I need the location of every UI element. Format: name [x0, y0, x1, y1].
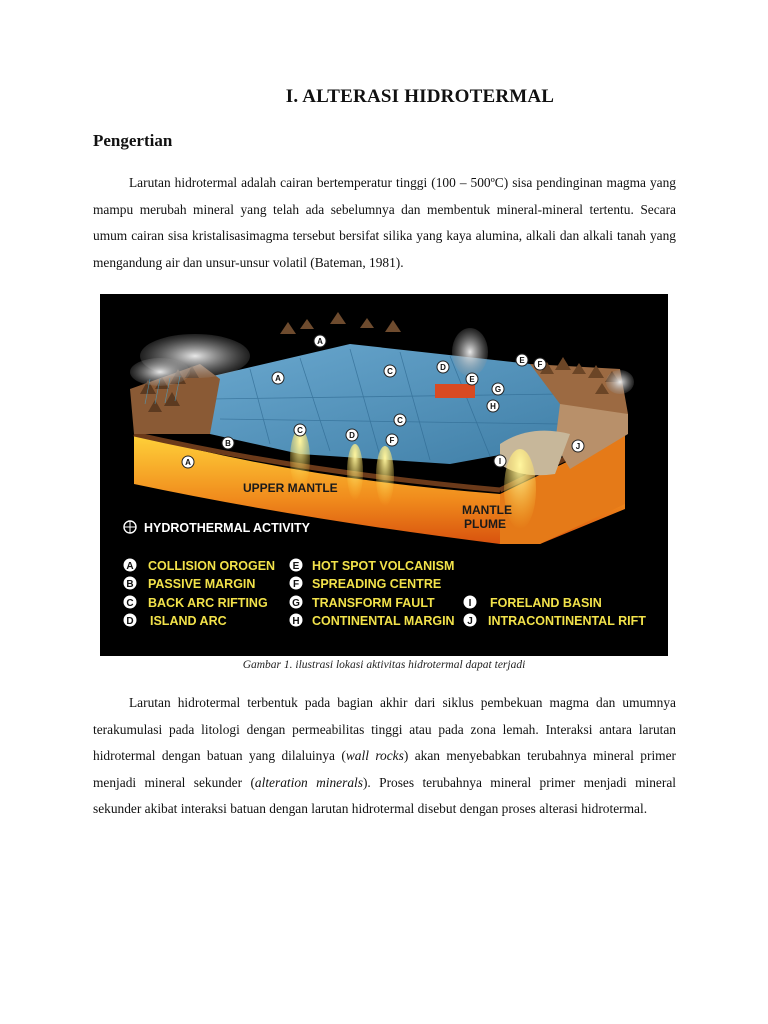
map-badge [346, 429, 358, 441]
svg-text:CONTINENTAL MARGIN: CONTINENTAL MARGIN [312, 614, 455, 628]
svg-text:I: I [498, 457, 502, 466]
svg-text:A: A [185, 458, 191, 467]
svg-text:C: C [397, 416, 403, 425]
svg-text:I: I [468, 598, 472, 609]
svg-text:F: F [537, 360, 543, 369]
legend-item [290, 614, 455, 629]
map-badge [494, 455, 506, 467]
map-badge [314, 335, 326, 347]
map-badge [384, 365, 396, 377]
svg-text:G: G [494, 385, 502, 394]
map-badge [466, 373, 478, 385]
svg-text:C: C [387, 367, 393, 376]
map-badge [394, 414, 406, 426]
svg-text:J: J [467, 616, 473, 627]
svg-text:ISLAND ARC: ISLAND ARC [150, 614, 227, 628]
svg-text:A: A [126, 561, 134, 572]
svg-text:FORELAND BASIN: FORELAND BASIN [490, 596, 602, 610]
svg-text:D: D [440, 363, 446, 372]
svg-text:C: C [297, 426, 303, 435]
volcanic-plume-center [452, 328, 488, 376]
map-badge [572, 440, 584, 452]
svg-text:B: B [126, 579, 134, 590]
map-badge [437, 361, 449, 373]
svg-text:H: H [292, 616, 300, 627]
legend-column-2 [290, 559, 455, 629]
legend-item [290, 577, 442, 592]
figure-caption: Gambar 1. ilustrasi lokasi aktivitas hidrotermal dapat terjadi [242, 659, 526, 671]
svg-text:F: F [292, 579, 300, 590]
map-badge [386, 434, 398, 446]
svg-text:E: E [469, 375, 475, 384]
map-badge [516, 354, 528, 366]
volcanic-plume-right [606, 370, 634, 394]
section-title: Pengertian [93, 131, 173, 150]
svg-text:COLLISION OROGEN: COLLISION OROGEN [148, 559, 276, 573]
hydrothermal-legend-title [124, 521, 311, 535]
map-badge [294, 424, 306, 436]
map-badge [547, 360, 553, 369]
legend-item [464, 596, 602, 611]
svg-text:SPREADING CENTRE: SPREADING CENTRE [312, 577, 442, 591]
svg-text:PASSIVE MARGIN: PASSIVE MARGIN [148, 577, 256, 591]
map-badge [182, 456, 194, 468]
figure-hydrothermal-locations [100, 294, 668, 656]
page-heading: I. ALTERASI HIDROTERMAL [285, 86, 555, 107]
legend-column-1 [124, 559, 276, 629]
map-badge [272, 372, 284, 384]
svg-text:H: H [490, 402, 496, 411]
legend-item [124, 596, 268, 611]
term-wall-rocks: wall rocks [345, 748, 404, 763]
paragraph-intro-text: Larutan hidrotermal adalah cairan bertemperatur tinggi (100 – 500ºC) sisa pendinginan magma yang mampu merubah mineral yang telah ada sebelumnya dan membentuk mineral-mineral tertentu. Secara umum cairan sisa kristalisasimagma tersebut bersifat silika yang kaya alumina, alkali dan alkali tanah yang mengandung air dan unsur-unsur volatil (Bateman, 1981). [93, 175, 676, 270]
svg-text:B: B [225, 439, 231, 448]
paragraph-formation-part3: ). Proses terubahnya mineral primer menjadi mineral sekunder akibat interaksi batuan dengan larutan hidrotermal disebut dengan proses alterasi hidrotermal. [93, 774, 676, 816]
svg-text:E: E [292, 561, 300, 572]
paragraph-formation-part2: ) akan menyebabkan terubahnya mineral primer menjadi mineral sekunder ( [93, 748, 676, 790]
svg-text:HYDROTHERMAL ACTIVITY: HYDROTHERMAL ACTIVITY [144, 521, 310, 535]
svg-text:BACK ARC RIFTING: BACK ARC RIFTING [148, 596, 268, 610]
map-badge [492, 383, 504, 395]
legend-item [290, 596, 436, 611]
svg-text:J: J [575, 442, 581, 451]
legend-item [464, 614, 647, 629]
paragraph-intro [93, 170, 676, 276]
svg-text:INTRACONTINENTAL RIFT: INTRACONTINENTAL RIFT [488, 614, 646, 628]
map-badge [487, 400, 499, 412]
svg-text:C: C [126, 598, 134, 609]
mantle-plume-label-2: PLUME [464, 517, 506, 531]
svg-text:F: F [389, 436, 395, 445]
paragraph-formation [93, 690, 676, 823]
hotspot-vent [435, 384, 475, 398]
legend-item [124, 577, 256, 592]
mantle-plume-label-1: MANTLE [462, 503, 512, 517]
term-alteration-minerals: alteration minerals [254, 774, 363, 790]
svg-text:D: D [349, 431, 355, 440]
map-badge [534, 358, 546, 370]
svg-text:HOT SPOT VOLCANISM: HOT SPOT VOLCANISM [312, 559, 455, 573]
figure-svg [100, 294, 668, 656]
svg-text:A: A [275, 374, 281, 383]
svg-text:A: A [317, 337, 323, 346]
legend-column-3 [464, 596, 647, 629]
svg-text:E: E [519, 356, 525, 365]
map-badge [222, 437, 234, 449]
svg-text:D: D [126, 616, 134, 627]
legend-item [290, 559, 455, 574]
legend-item [124, 559, 276, 574]
legend-item [124, 614, 227, 629]
upper-mantle-label: UPPER MANTLE [243, 481, 338, 495]
svg-text:G: G [292, 598, 300, 609]
svg-text:TRANSFORM FAULT: TRANSFORM FAULT [312, 596, 435, 610]
paragraph-formation-part1: Larutan hidrotermal terbentuk pada bagian akhir dari siklus pembekuan magma dan umumnya terakumulasi pada litologi dengan permeabilitas tinggi atau pada zona lemah. Interaksi antara larutan hidrotermal dengan batuan yang dilaluinya ( [93, 695, 676, 763]
